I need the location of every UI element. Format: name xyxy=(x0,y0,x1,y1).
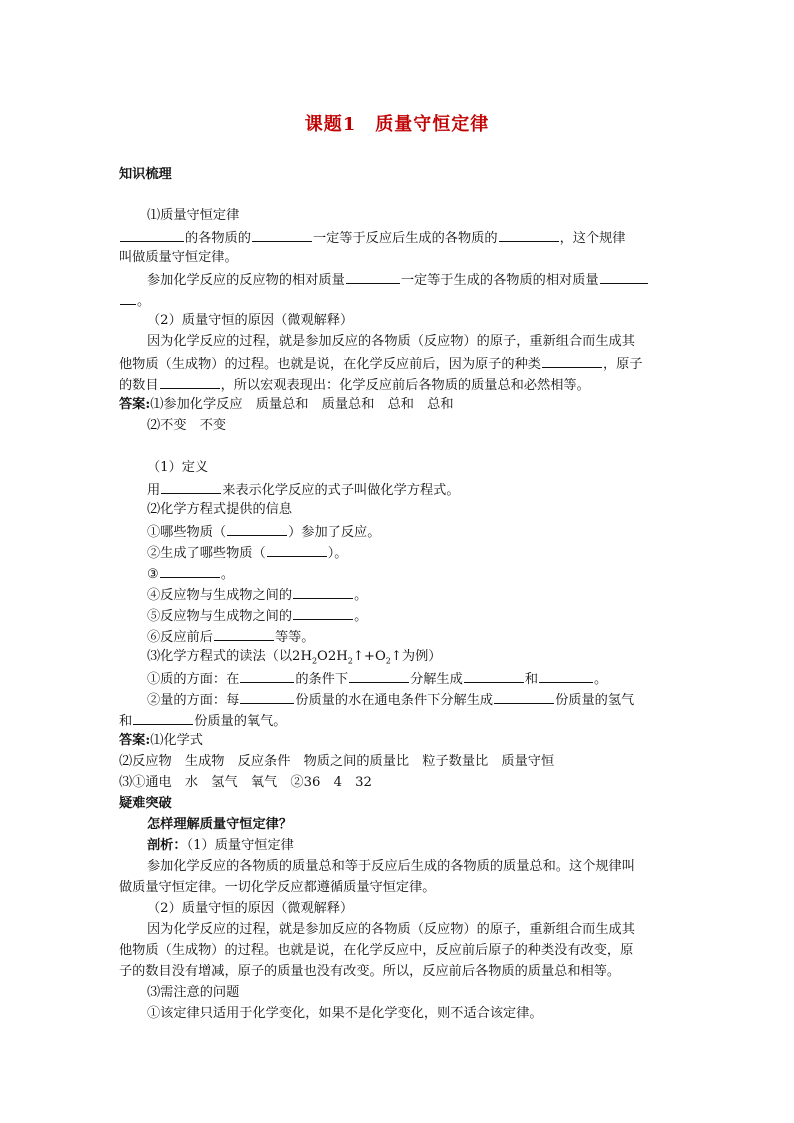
text-line: ①该定律只适用于化学变化，如果不是化学变化，则不适合该定律。 xyxy=(147,1006,543,1021)
fill-blank[interactable] xyxy=(133,710,193,725)
fill-blank[interactable] xyxy=(240,689,294,704)
fill-blank[interactable] xyxy=(240,668,294,683)
answer-line: ⑶①通电 水 氢气 氧气 ②36 4 32 xyxy=(119,775,372,790)
fill-blank[interactable] xyxy=(499,227,559,242)
text-line: 他物质（生成物）的过程。也就是说，在化学反应前后，因为原子的种类 ，原子 xyxy=(119,353,679,375)
fill-blank[interactable] xyxy=(267,542,327,557)
text-line: ⑵化学方程式提供的信息 xyxy=(147,502,293,517)
text-line: 参加化学反应的反应物的相对质量 一定等于生成的各物质的相对质量 xyxy=(147,269,679,291)
fill-blank[interactable] xyxy=(293,605,353,620)
text-line: 叫做质量守恒定律。 xyxy=(119,250,238,265)
fill-blank[interactable] xyxy=(542,353,602,368)
text-line: （1）定义 xyxy=(147,460,209,475)
fill-blank[interactable] xyxy=(227,521,287,536)
text-line: 做质量守恒定律。一切化学反应都遵循质量守恒定律。 xyxy=(119,880,436,895)
text-line: ③ 。 xyxy=(147,563,679,585)
text-line: ⑶需注意的问题 xyxy=(147,985,240,1000)
fill-blank[interactable] xyxy=(160,563,220,578)
fill-blank[interactable] xyxy=(349,668,409,683)
answer-line: 答案:⑴化学式 xyxy=(119,733,203,748)
text-line: 的各物质的 一定等于反应后生成的各物质的 ，这个规律 xyxy=(119,227,679,249)
question-heading: 怎样理解质量守恒定律？ xyxy=(147,817,293,832)
text-line: 因为化学反应的过程，就是参加反应的各物质（反应物）的原子，重新组合而生成其 xyxy=(147,922,635,937)
fill-blank[interactable] xyxy=(600,269,648,284)
fill-blank[interactable] xyxy=(539,668,593,683)
fill-blank[interactable] xyxy=(120,290,136,305)
text-line: 子的数目没有增减，原子的质量也没有改变。所以，反应前后各物质的质量总和相等。 xyxy=(119,964,621,979)
text-line: ②量的方面：每 份质量的水在通电条件下分解生成 份质量的氢气 xyxy=(147,689,679,711)
fill-blank[interactable] xyxy=(161,479,221,494)
text-line: ⑥反应前后 等等。 xyxy=(147,626,679,648)
text-line: （2）质量守恒的原因（微观解释） xyxy=(147,901,354,916)
text-line: 剖析：（1）质量守恒定律 xyxy=(147,838,294,853)
text-line: ①哪些物质（ ）参加了反应。 xyxy=(147,521,679,543)
text-line: ①质的方面：在 的条件下 分解生成 和 。 xyxy=(147,668,679,690)
text-line: 参加化学反应的各物质的质量总和等于反应后生成的各物质的质量总和。这个规律叫 xyxy=(147,859,635,874)
text-line: ⑤反应物与生成物之间的 。 xyxy=(147,605,679,627)
page-title: 课题1 质量守恒定律 xyxy=(304,114,490,135)
fill-blank[interactable] xyxy=(494,689,554,704)
text-line: 的数目 ，所以宏观表现出：化学反应前后各物质的质量总和必然相等。 xyxy=(119,374,679,396)
text-line: 他物质（生成物）的过程。也就是说，在化学反应中，反应前后原子的种类没有改变，原 xyxy=(119,943,634,958)
fill-blank[interactable] xyxy=(160,374,220,389)
text-line: ④反应物与生成物之间的 。 xyxy=(147,584,679,606)
section-heading-knowledge: 知识梳理 xyxy=(119,167,172,182)
fill-blank[interactable] xyxy=(346,269,400,284)
text-line: 因为化学反应的过程，就是参加反应的各物质（反应物）的原子，重新组合而生成其 xyxy=(147,334,635,349)
fill-blank[interactable] xyxy=(252,227,312,242)
text-line: 和 份质量的氧气。 xyxy=(119,710,679,732)
answer-line: ⑵不变 不变 xyxy=(147,418,227,433)
text-line: （2）质量守恒的原因（微观解释） xyxy=(147,313,354,328)
answer-line: 答案:⑴参加化学反应 质量总和 质量总和 总和 总和 xyxy=(119,397,454,412)
fill-blank[interactable] xyxy=(464,668,524,683)
text-line: ⑴质量守恒定律 xyxy=(147,208,240,223)
section-heading-difficulty: 疑难突破 xyxy=(119,796,172,811)
fill-blank[interactable] xyxy=(293,584,353,599)
text-line: 。 xyxy=(119,290,679,312)
text-line: ②生成了哪些物质（ ）。 xyxy=(147,542,679,564)
fill-blank[interactable] xyxy=(214,626,274,641)
answer-line: ⑵反应物 生成物 反应条件 物质之间的质量比 粒子数量比 质量守恒 xyxy=(119,754,555,769)
text-line: 用 来表示化学反应的式子叫做化学方程式。 xyxy=(147,479,679,501)
text-line: ⑶化学方程式的读法（以$2H_2O2H_2↑+O_2↑$为例） xyxy=(147,649,442,666)
fill-blank[interactable] xyxy=(120,227,184,242)
